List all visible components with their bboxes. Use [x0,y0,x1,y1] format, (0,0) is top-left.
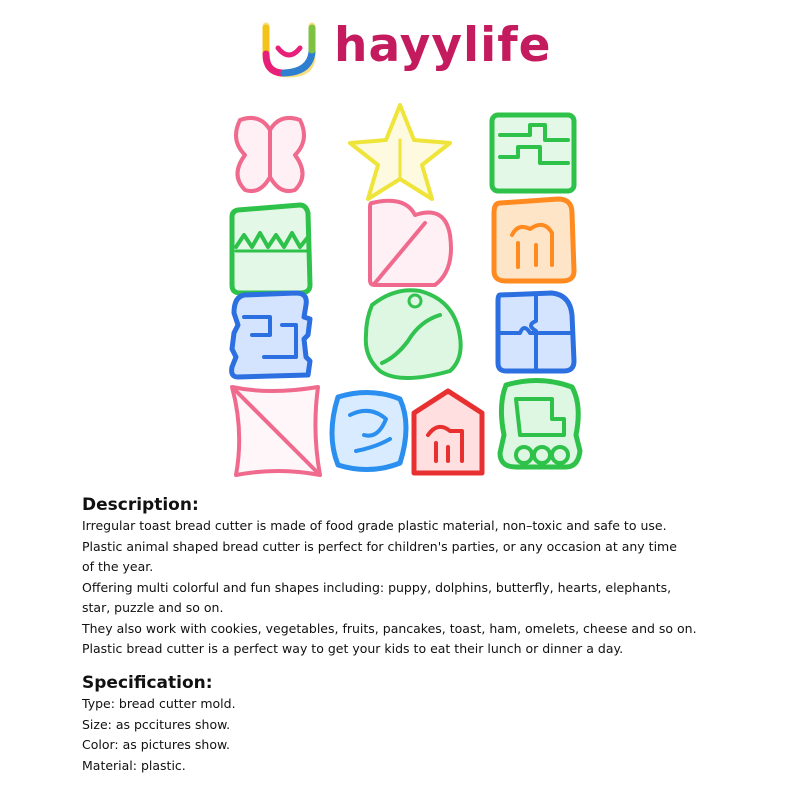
dinosaur-cutter-icon [366,290,461,378]
description-heading: Description: [82,495,199,515]
description-line: Irregular toast bread cutter is made of food grade plastic material, non–toxic and safe to use. [82,518,667,533]
smile-u-logo-icon [258,18,320,80]
description-line: Offering multi colorful and fun shapes including: puppy, dolphins, butterfly, hearts, elephants, [82,579,672,595]
spec-color: Color: as pictures show. [82,737,231,752]
specification-section [82,672,722,776]
bread-cutters-illustration [200,95,600,485]
description-line: star, puzzle and so on. [82,600,224,615]
train-engine-cutter-icon [500,380,580,467]
train-cutter-icon [492,115,574,191]
description-line: Plastic animal shaped bread cutter is perfect for children's parties, or any occasion at any time [82,538,677,554]
spec-type: Type: bread cutter mold. [82,696,236,711]
product-image [200,95,600,485]
dolphin-cutter-icon [332,392,406,469]
spec-size: Size: as pccitures show. [82,716,231,732]
heart-leaf-cutter-icon [370,201,451,285]
brand-header [258,16,552,80]
butterfly-cutter-icon [236,118,304,191]
description-line: Plastic bread cutter is a perfect way to get your kids to eat their lunch or dinner a day. [82,641,624,656]
description-line: of the year. [82,559,154,574]
specification-heading: Specification: [82,673,213,693]
sandwich-square-cutter-icon [232,387,320,475]
puzzle-blocks-cutter-icon [232,293,310,377]
spec-material: Material: plastic. [82,757,186,773]
puzzle-cutter-icon [498,293,574,371]
puppy-house-cutter-icon [414,391,482,473]
star-cutter-icon [350,105,450,199]
brand-name: hayylife [334,18,552,73]
description-line: They also work with cookies, vegetables, fruits, pancakes, toast, ham, omelets, cheese and so on. [82,620,697,636]
grass-cutter-icon [232,205,310,293]
description-section [82,494,722,660]
elephant-cutter-icon [494,199,574,281]
